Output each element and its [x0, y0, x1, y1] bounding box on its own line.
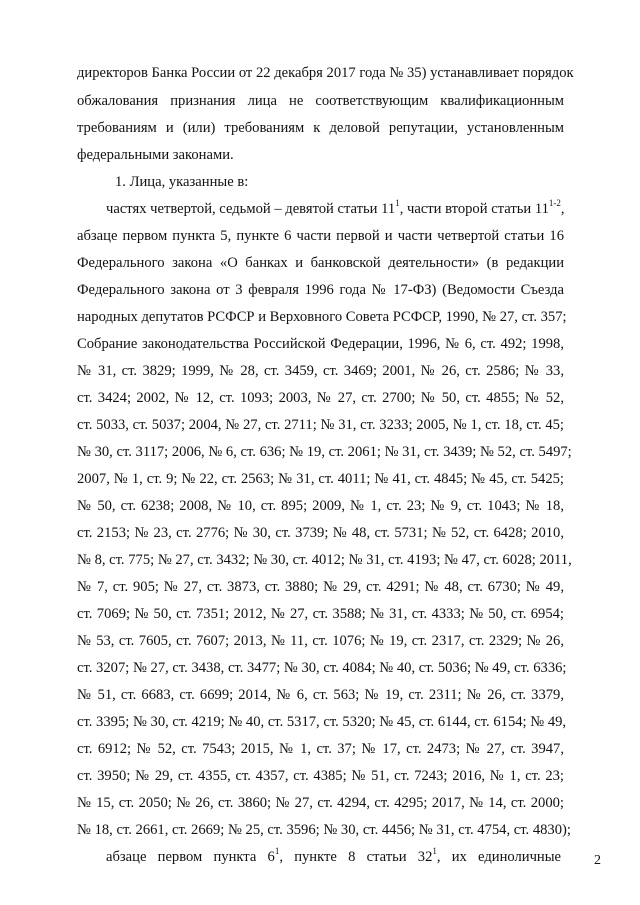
text-line: ст. 3207; № 27, ст. 3438, ст. 3477; № 30, ст. 4084; № 40, ст. 5036; № 49, ст. 6336;: [77, 660, 567, 676]
text-line: 2007, № 1, ст. 9; № 22, ст. 2563; № 31, ст. 4011; № 41, ст. 4845; № 45, ст. 5425;: [77, 471, 564, 487]
text-line: № 50, ст. 6238; 2008, № 10, ст. 895; 2009, № 1, ст. 23; № 9, ст. 1043; № 18,: [77, 498, 564, 514]
page-number: 2: [594, 853, 601, 868]
text-line: ст. 5033, ст. 5037; 2004, № 27, ст. 2711; № 31, ст. 3233; 2005, № 1, ст. 18, ст. 45;: [77, 417, 564, 433]
text-line: ст. 3424; 2002, № 12, ст. 1093; 2003, № 27, ст. 2700; № 50, ст. 4855; № 52,: [77, 390, 564, 406]
text-line: № 51, ст. 6683, ст. 6699; 2014, № 6, ст. 563; № 19, ст. 2311; № 26, ст. 3379,: [77, 687, 564, 703]
text-line: ст. 3395; № 30, ст. 4219; № 40, ст. 5317, ст. 5320; № 45, ст. 6144, ст. 6154; № 49,: [77, 714, 567, 730]
text-run: частях четвертой, седьмой – девятой статьи 11: [106, 201, 396, 217]
text-run: ,: [560, 201, 565, 217]
superscript: 1: [395, 198, 400, 209]
superscript: 1: [274, 846, 280, 857]
text-line: обжалования признания лица не соответствующим квалификационным: [77, 93, 564, 109]
text-line: Федерального закона «О банках и банковской деятельности» (в редакции: [77, 255, 564, 271]
paragraph-heading: 1. Лица, указанные в:: [115, 174, 249, 190]
text-line: [106, 847, 561, 867]
text-line: № 53, ст. 7605, ст. 7607; 2013, № 11, ст. 1076; № 19, ст. 2317, ст. 2329; № 26,: [77, 633, 564, 649]
text-line: № 31, ст. 3829; 1999, № 28, ст. 3459, ст. 3469; 2001, № 26, ст. 2586; № 33,: [77, 363, 564, 379]
text-line: № 30, ст. 3117; 2006, № 6, ст. 636; № 19, ст. 2061; № 31, ст. 3439; № 52, ст. 5497;: [77, 444, 572, 460]
text-run: , их единоличные: [436, 849, 562, 865]
text-run: , пункте 8 статьи 32: [279, 849, 433, 865]
text-line: народных депутатов РСФСР и Верховного Совета РСФСР, 1990, № 27, ст. 357;: [77, 309, 567, 325]
text-line: Федерального закона от 3 февраля 1996 года № 17-ФЗ) (Ведомости Съезда: [77, 282, 564, 298]
text-line: абзаце первом пункта 5, пункте 6 части первой и части четвертой статьи 16: [77, 228, 564, 244]
text-line: Собрание законодательства Российской Федерации, 1996, № 6, ст. 492; 1998,: [77, 336, 564, 352]
text-line: ст. 6912; № 52, ст. 7543; 2015, № 1, ст. 37; № 17, ст. 2473; № 27, ст. 3947,: [77, 741, 564, 757]
text-line: ст. 7069; № 50, ст. 7351; 2012, № 27, ст. 3588; № 31, ст. 4333; № 50, ст. 6954;: [77, 606, 564, 622]
text-run: , части второй статьи 11: [399, 201, 549, 217]
text-run: абзаце первом пункта 6: [106, 849, 275, 865]
text-line: ст. 3950; № 29, ст. 4355, ст. 4357, ст. 4385; № 51, ст. 7243; 2016, № 1, ст. 23;: [77, 768, 564, 784]
text-line: требованиям и (или) требованиям к деловой репутации, установленным: [77, 120, 564, 136]
text-line: № 15, ст. 2050; № 26, ст. 3860; № 27, ст. 4294, ст. 4295; 2017, № 14, ст. 2000;: [77, 795, 564, 811]
superscript: 1: [432, 846, 437, 857]
text-line: федеральными законами.: [77, 147, 234, 163]
text-line: [106, 199, 564, 219]
text-line: директоров Банка России от 22 декабря 2017 года № 35) устанавливает порядок: [77, 65, 574, 81]
superscript: 1-2: [548, 198, 561, 209]
text-line: ст. 2153; № 23, ст. 2776; № 30, ст. 3739; № 48, ст. 5731; № 52, ст. 6428; 2010,: [77, 525, 564, 541]
text-line: № 7, ст. 905; № 27, ст. 3873, ст. 3880; № 29, ст. 4291; № 48, ст. 6730; № 49,: [77, 579, 564, 595]
text-line: № 8, ст. 775; № 27, ст. 3432; № 30, ст. 4012; № 31, ст. 4193; № 47, ст. 6028; 2011,: [77, 552, 572, 568]
text-line: № 18, ст. 2661, ст. 2669; № 25, ст. 3596; № 30, ст. 4456; № 31, ст. 4754, ст. 4830);: [77, 822, 571, 838]
